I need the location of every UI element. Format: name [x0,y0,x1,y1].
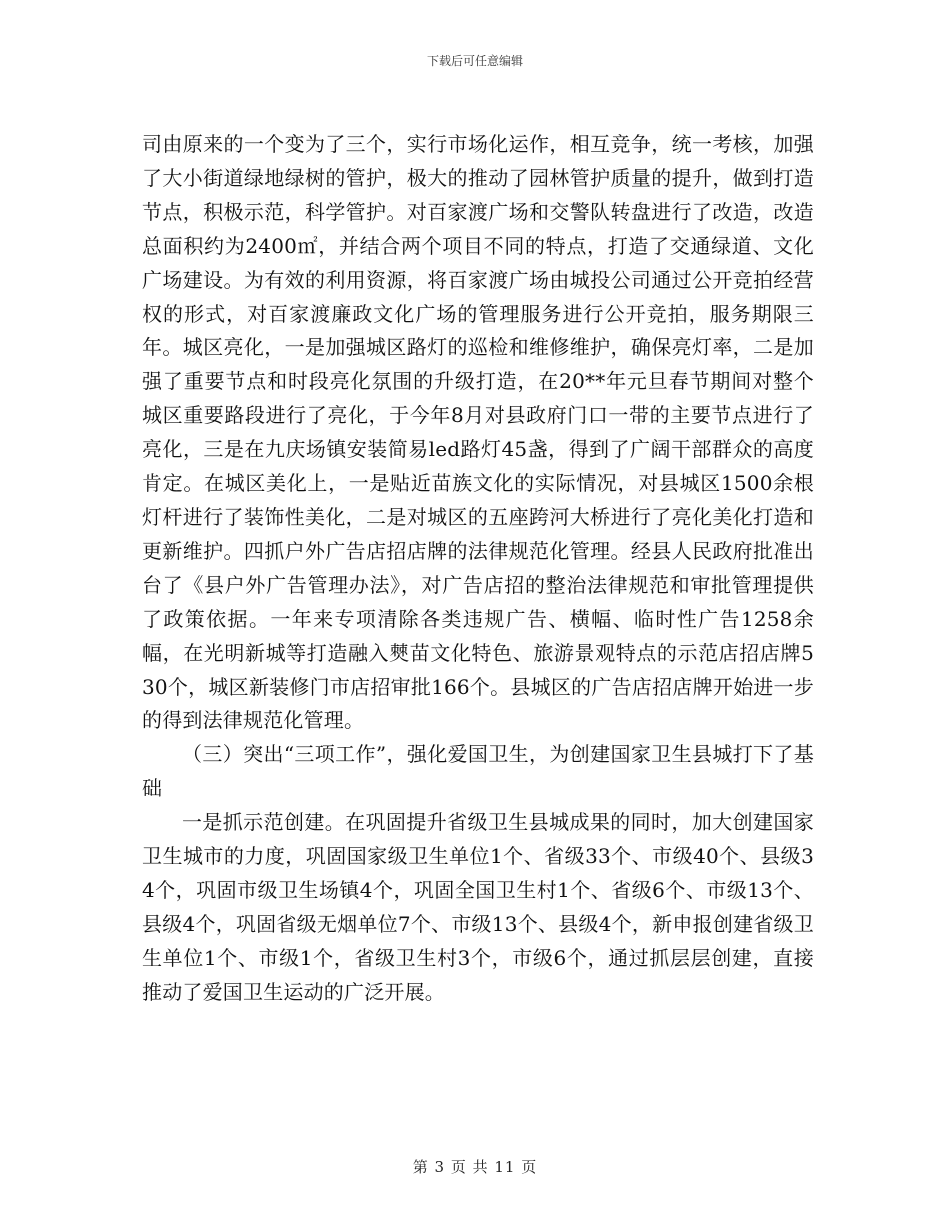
body-paragraph-2: 一是抓示范创建。在巩固提升省级卫生县城成果的同时，加大创建国家卫生城市的力度，巩固国家级卫生单位1个、省级33个、市级40个、县级34个，巩固市级卫生场镇4个，巩固全国卫生村1个、省级6个、市级13个、县级4个，巩固省级无烟单位7个、市级13个、县级4个，新申报创建省级卫生单位1个、市级1个，省级卫生村3个，市级6个，通过抓层层创建，直接推动了爱国卫生运动的广泛开展。 [142,810,814,1004]
document-body [142,128,814,1010]
section-heading-3: （三）突出“三项工作”，强化爱国卫生，为创建国家卫生县城打下了基础 [142,742,814,801]
body-paragraph-1: 司由原来的一个变为了三个，实行市场化运作，相互竞争，统一考核，加强了大小街道绿地绿树的管护，极大的推动了园林管护质量的提升，做到打造节点，积极示范，科学管护。对百家渡广场和交警队转盘进行了改造，改造总面积约为2400㎡，并结合两个项目不同的特点，打造了交通绿道、文化广场建设。为有效的利用资源，将百家渡广场由城投公司通过公开竞拍经营权的形式，对百家渡廉政文化广场的管理服务进行公开竞拍，服务期限三年。城区亮化，一是加强城区路灯的巡检和维修维护，确保亮灯率，二是加强了重要节点和时段亮化氛围的升级打造，在20**年元旦春节期间对整个城区重要路段进行了亮化，于今年8月对县政府门口一带的主要节点进行了亮化，三是在九庆场镇安装简易led路灯45盏，得到了广阔干部群众的高度肯定。在城区美化上，一是贴近苗族文化的实际情况，对县城区1500余根灯杆进行了装饰性美化，二是对城区的五座跨河大桥进行了亮化美化打造和更新维护。四抓户外广告店招店牌的法律规范化管理。经县人民政府批准出台了《县户外广告管理办法》，对广告店招的整治法律规范和审批管理提供了政策依据。一年来专项清除各类违规广告、横幅、临时性广告1258余幅，在光明新城等打造融入僰苗文化特色、旅游景观特点的示范店招店牌530个，城区新装修门市店招审批166个。县城区的广告店招店牌开始进一步的得到法律规范化管理。 [142,132,814,733]
page-footer: 第 3 页 共 11 页 [412,1158,538,1176]
page-header: 下载后可任意编辑 [426,54,523,68]
